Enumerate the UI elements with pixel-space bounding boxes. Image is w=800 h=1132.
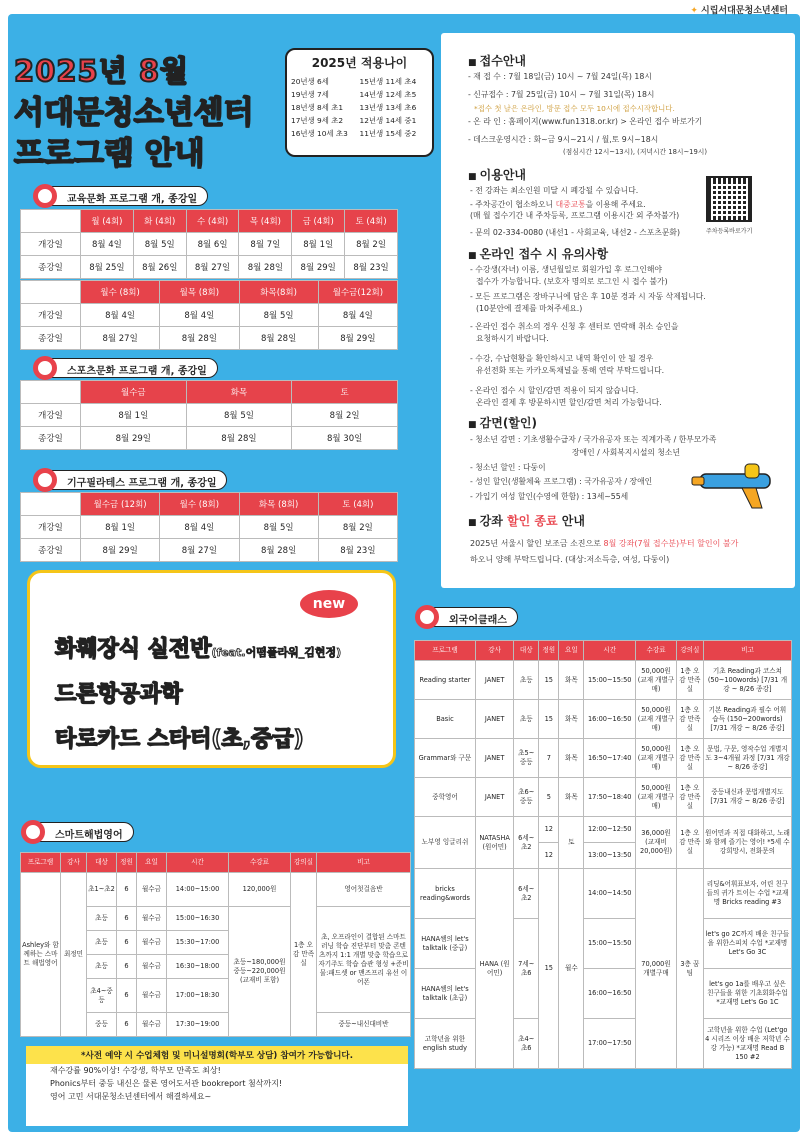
table-cell: 16:00~16:50	[584, 969, 636, 1019]
fee-cell: 초등~180,000원 중등~220,000원 (교재비 포함)	[229, 907, 291, 1037]
table-cell: JANET	[475, 661, 513, 700]
homepage-link[interactable]: - 온 라 인 : 홈페이지(www.fun1318.or.kr) > 온라인 접수 바로가기	[468, 117, 703, 126]
table-cell: Grammar와 구문	[415, 739, 476, 778]
note-cell: 초, 오프라인이 결합된 스마트 러닝 학습 진단부터 맞춤 콘텐츠까지 1:1 개별 맞춤 학습으로 자기주도 학습 습관 형성 +준비물:패드셋 or 맨즈프리 유선 이어폰	[317, 907, 411, 1013]
age-cell: 11년생 15세 중2	[359, 129, 417, 138]
discount-line: - 성인 할인(생활체육 프로그램) : 국가유공자 / 장애인	[470, 477, 653, 486]
online-line: 요청하시기 바랍니다.	[476, 334, 549, 343]
table-row	[415, 739, 792, 778]
note-cell: 영어첫걸음반	[317, 873, 411, 907]
discount-heading: ■ 감면(할인)	[468, 414, 537, 431]
table-row	[415, 919, 792, 969]
table-cell: 13:00~13:50	[584, 843, 636, 869]
date-cell: 8월 23일	[318, 539, 397, 562]
smart-label: 스마트해법영어	[26, 822, 134, 842]
table-cell: 화목	[559, 778, 584, 817]
table-row	[415, 869, 792, 919]
column-header: 시간	[584, 641, 636, 661]
table-cell: 월수금	[137, 907, 167, 931]
online-heading: ■ 온라인 접수 시 유의사항	[468, 245, 608, 262]
note-cell: 고학년을 위한 수업 (Let'go 4 시리즈 이상 배운 저학년 수강 가능) *교재명 Read B 150 #2	[703, 1019, 791, 1069]
column-header: 시간	[167, 853, 229, 873]
table-cell: 초등	[87, 931, 117, 955]
table-cell: 12:00~12:50	[584, 817, 636, 843]
column-header: 요일	[559, 641, 584, 661]
discount-line: - 청소년 할인 : 다둥이	[470, 463, 546, 472]
table-cell: JANET	[475, 739, 513, 778]
column-header: 화목(8회)	[239, 281, 318, 304]
program-cell: 고학년을 위한 english study	[415, 1019, 476, 1069]
date-cell: 8월 2일	[318, 516, 397, 539]
date-cell: 8월 4일	[160, 304, 239, 327]
date-cell: 8월 4일	[318, 304, 397, 327]
table-row	[415, 700, 792, 739]
note-cell: 중등~내신대비반	[317, 1013, 411, 1037]
usage-line: - 전 강좌는 최소인원 미달 시 폐강될 수 있습니다.	[470, 186, 639, 195]
table-cell: 15	[539, 869, 559, 1069]
discount-line: - 가입기 여성 할인(수영에 한함) : 13세~55세	[470, 492, 629, 501]
program-cell: HANA쌤의 let's talktalk (중급)	[415, 919, 476, 969]
age-cell: 15년생 11세 초4	[359, 77, 417, 86]
table-cell: 초5~중등	[514, 739, 539, 778]
column-header: 목 (4회)	[239, 210, 292, 233]
column-header: 비고	[703, 641, 791, 661]
table-cell: 6	[117, 907, 137, 931]
date-cell: 8월 2일	[345, 233, 398, 256]
edu-table	[20, 209, 398, 279]
age-cell: 17년생 9세 초2	[291, 116, 344, 125]
fee-cell: 70,000원 개별구매	[636, 869, 677, 1069]
table-cell: 15:00~15:50	[584, 661, 636, 700]
end-line: 2025년 서울시 할인 보조금 소진으로 8월 강좌(7월 접수분)부터 할인이 불가	[470, 539, 739, 548]
center-logo: ✦ 시립서대문청소년센터	[690, 6, 788, 16]
table-cell: 15	[539, 700, 559, 739]
table-cell: 5	[539, 778, 559, 817]
discount-line: - 청소년 감면 : 기초생활수급자 / 국가유공자 또는 직계가족 / 한부모가족	[470, 435, 717, 444]
title-center: 서대문청소년센터	[14, 95, 254, 131]
column-header: 정원	[539, 641, 559, 661]
lifebuoy-icon	[33, 468, 57, 492]
online-line: - 수강, 수납현황을 확인하시고 내역 확인이 안 될 경우	[470, 354, 654, 363]
online-line: 유선전화 또는 카카오톡채널을 통해 연락 부탁드립니다.	[476, 366, 665, 375]
lifebuoy-icon	[33, 356, 57, 380]
date-cell: 8월 28일	[239, 256, 292, 279]
sport-table	[20, 380, 398, 450]
table-cell: 50,000원 (교재 개별구매)	[636, 661, 677, 700]
age-cell: 18년생 8세 초1	[291, 103, 344, 112]
date-cell: 8월 28일	[239, 327, 318, 350]
online-line: - 온라인 접수 취소의 경우 신청 후 센터로 연락해 취소 승인을	[470, 322, 679, 331]
table-cell: 50,000원 (교재 개별구매)	[636, 778, 677, 817]
discount-line: 장애인 / 사회복지시설의 청소년	[572, 448, 680, 457]
online-line: - 수강생(자녀) 이름, 생년월일로 회원가입 후 로그인해야	[470, 265, 662, 274]
room-cell: 3층 꿈팀	[676, 869, 703, 1069]
teacher-cell: 최정민	[61, 873, 87, 1037]
row-label: 종강일	[21, 327, 81, 350]
room-cell: 1층 오감 만족실	[676, 817, 703, 869]
date-cell: 8월 26일	[133, 256, 186, 279]
qr-code-icon[interactable]	[706, 176, 752, 222]
edu-label: 교육문화 프로그램 개, 종강일	[38, 186, 208, 206]
table-cell: 1층 오감 만족실	[676, 700, 703, 739]
program-cell: 노부영 잉글리쉬	[415, 817, 476, 869]
lifebuoy-icon	[33, 184, 57, 208]
note-cell: 리딩&어휘표보자, 어린 친구들의 귀가 트이는 수업 *교재명 Bricks reading #3	[703, 869, 791, 919]
column-header: 강의실	[291, 853, 317, 873]
row-label: 개강일	[21, 304, 81, 327]
date-cell: 8월 29일	[318, 327, 397, 350]
date-cell: 8월 29일	[81, 427, 187, 450]
row-label: 종강일	[21, 539, 81, 562]
column-header: 월수금	[81, 381, 187, 404]
date-cell: 8월 6일	[186, 233, 239, 256]
table-cell: 초등	[514, 700, 539, 739]
table-cell: 월수금	[137, 873, 167, 907]
table-row	[415, 817, 792, 843]
online-line: (10분안에 결제를 마쳐주세요.)	[476, 304, 583, 313]
program-cell: HANA쌤의 let's talktalk (초급)	[415, 969, 476, 1019]
new-program-item[interactable]: 화훼장식 실전반(feat.어떰플라워_김현정)	[55, 637, 342, 662]
reception-line: - 신규접수 : 7월 25일(금) 10시 ~ 7월 31일(목) 18시	[468, 90, 655, 99]
water-gun-icon	[690, 462, 780, 512]
date-cell: 8월 4일	[81, 304, 160, 327]
age-cell: 16년생 10세 초3	[291, 129, 348, 138]
table-cell: 중학영어	[415, 778, 476, 817]
qr-caption: 주차등록바로가기	[706, 228, 753, 235]
column-header: 토 (4회)	[318, 493, 397, 516]
usage-line: - 문의 02-334-0080 (내선1 - 사회교육, 내선2 - 스포츠문화)	[470, 228, 680, 237]
date-cell: 8월 29일	[292, 256, 345, 279]
smart-note-line: 재수강률 90%이상! 수강생, 학부모 만족도 최상!	[50, 1066, 221, 1075]
smart-note-line: Phonics부터 중등 내신은 물론 영어도서관 bookreport 첨삭까지!	[50, 1079, 283, 1088]
column-header: 수 (4회)	[186, 210, 239, 233]
table-cell: 6	[117, 955, 137, 979]
table-cell: 17:00~18:30	[167, 979, 229, 1013]
table-cell: 토	[559, 817, 584, 869]
age-row	[291, 101, 428, 114]
end-line: 하오니 양해 부탁드립니다. (대상:저소득층, 여성, 다둥이)	[470, 555, 670, 564]
reception-heading: ■ 접수안내	[468, 52, 526, 69]
table-cell: Basic	[415, 700, 476, 739]
table-cell: 50,000원 (교재 개별구매)	[636, 700, 677, 739]
column-header: 프로그램	[415, 641, 476, 661]
table-row	[21, 873, 411, 907]
fee-cell: 120,000원	[229, 873, 291, 907]
usage-line: - 주차공간이 협소하오니 대중교통을 이용해 주세요.	[470, 200, 646, 209]
age-cell: 12년생 14세 중1	[359, 116, 417, 125]
date-cell: 8월 27일	[160, 539, 239, 562]
table-cell: 중등	[87, 1013, 117, 1037]
date-cell: 8월 5일	[133, 233, 186, 256]
table-cell: 14:00~15:00	[167, 873, 229, 907]
lifebuoy-icon	[21, 820, 45, 844]
table-cell: 월수금	[137, 979, 167, 1013]
foreign-table	[414, 640, 792, 1069]
smart-note-line: 영어 고민 서대문청소년센터에서 해결하세요~	[50, 1092, 212, 1101]
date-cell: 8월 30일	[292, 427, 398, 450]
column-header: 정원	[117, 853, 137, 873]
column-header: 월목 (8회)	[160, 281, 239, 304]
table-cell: 초6~중등	[514, 778, 539, 817]
table-cell: 7세~초6	[514, 919, 539, 1019]
date-cell: 8월 27일	[81, 327, 160, 350]
age-row	[291, 127, 428, 140]
teacher-cell: NATASHA (원어민)	[475, 817, 513, 869]
table-cell: 6세~초2	[514, 869, 539, 919]
title-month: 2025년 8월	[14, 54, 190, 88]
table-cell: 6	[117, 873, 137, 907]
date-cell: 8월 5일	[239, 304, 318, 327]
header-row	[415, 641, 792, 661]
column-header: 화목 (8회)	[239, 493, 318, 516]
date-cell: 8월 4일	[81, 233, 134, 256]
column-header: 강의실	[676, 641, 703, 661]
age-row	[291, 75, 428, 88]
table-cell: 초1~초2	[87, 873, 117, 907]
row-label: 종강일	[21, 256, 81, 279]
table-cell: 월수금	[137, 1013, 167, 1037]
column-header: 비고	[317, 853, 411, 873]
table-cell: 17:50~18:40	[584, 778, 636, 817]
age-cell: 20년생 6세	[291, 77, 329, 86]
table-row	[415, 969, 792, 1019]
date-cell: 8월 28일	[186, 427, 292, 450]
note-cell: let's go 2C까지 배운 친구들을 위한스피치 수업 *교재명 Let's Go 3C	[703, 919, 791, 969]
table-cell: 16:00~16:50	[584, 700, 636, 739]
end-heading: ■ 강좌 할인 종료 안내	[468, 512, 585, 529]
program-cell: Ashley와 함께하는 스마트 해법영어	[21, 873, 61, 1037]
usage-heading: ■ 이용안내	[468, 166, 526, 183]
column-header: 대상	[514, 641, 539, 661]
table-cell: 월수금	[137, 931, 167, 955]
table-row	[415, 1019, 792, 1069]
date-cell: 8월 1일	[81, 516, 160, 539]
table-cell: 50,000원 (교재 개별구매)	[636, 739, 677, 778]
sport-label: 스포츠문화 프로그램 개, 종강일	[38, 358, 218, 378]
new-program-item[interactable]: 타로카드 스타터(초,중급)	[55, 727, 304, 752]
date-cell: 8월 25일	[81, 256, 134, 279]
column-header: 월수금 (12회)	[81, 493, 160, 516]
row-label: 종강일	[21, 427, 81, 450]
table-cell: 12	[539, 817, 559, 843]
table-cell: JANET	[475, 778, 513, 817]
new-badge: new	[300, 590, 358, 618]
table-cell: 6세~초2	[514, 817, 539, 869]
column-header: 프로그램	[21, 853, 61, 873]
table-cell: 16:30~18:00	[167, 955, 229, 979]
date-cell: 8월 4일	[160, 516, 239, 539]
table-cell: 중등내신과 문법개별지도 [7/31 개강 ~ 8/26 종강]	[703, 778, 791, 817]
column-header: 토	[292, 381, 398, 404]
table-row	[415, 661, 792, 700]
table-cell: 초등	[514, 661, 539, 700]
room-cell: 1층 오감 만족실	[291, 873, 317, 1037]
column-header: 강사	[61, 853, 87, 873]
date-cell: 8월 2일	[292, 404, 398, 427]
table-cell: 1층 오감 만족실	[676, 739, 703, 778]
smart-table	[20, 852, 411, 1037]
table-cell: Reading starter	[415, 661, 476, 700]
column-header: 토 (4회)	[345, 210, 398, 233]
date-cell: 8월 5일	[186, 404, 292, 427]
row-label: 개강일	[21, 404, 81, 427]
reception-line: - 재 접 수 : 7월 18일(금) 10시 ~ 7월 24일(목) 18시	[468, 72, 652, 81]
foreign-label: 외국어클래스	[420, 607, 518, 627]
table-cell: 15:00~15:50	[584, 919, 636, 969]
column-header: 월 (4회)	[81, 210, 134, 233]
table-row	[415, 778, 792, 817]
title-program: 프로그램 안내	[14, 136, 205, 172]
table-cell: 15:30~17:00	[167, 931, 229, 955]
table-cell: 16:50~17:40	[584, 739, 636, 778]
date-cell: 8월 23일	[345, 256, 398, 279]
age-row	[291, 88, 428, 101]
column-header: 월수금(12회)	[318, 281, 397, 304]
date-cell: 8월 1일	[81, 404, 187, 427]
table-cell: 17:00~17:50	[584, 1019, 636, 1069]
table-cell: 1층 오감 만족실	[676, 661, 703, 700]
table-cell: JANET	[475, 700, 513, 739]
smart-note-highlight: *사전 예약 시 수업체험 및 미니설명회(학부모 상담) 참여가 가능합니다.	[26, 1046, 408, 1064]
age-table	[285, 48, 434, 157]
row-label: 개강일	[21, 516, 81, 539]
table-cell: 화목	[559, 661, 584, 700]
row-label: 개강일	[21, 233, 81, 256]
date-cell: 8월 29일	[81, 539, 160, 562]
table-cell: 초등	[87, 955, 117, 979]
date-cell: 8월 5일	[239, 516, 318, 539]
online-line: - 모든 프로그램은 장바구니에 담은 후 10분 경과 시 자동 삭제됩니다.	[470, 292, 706, 301]
table-cell: 12	[539, 843, 559, 869]
age-cell: 14년생 12세 초5	[359, 90, 417, 99]
column-header: 화 (4회)	[133, 210, 186, 233]
column-header: 금 (4회)	[292, 210, 345, 233]
age-cell: 13년생 13세 초6	[359, 103, 417, 112]
table-cell: 6	[117, 979, 137, 1013]
pilates-table	[20, 492, 398, 562]
column-header: 강사	[475, 641, 513, 661]
header-row	[21, 853, 411, 873]
lifebuoy-icon	[415, 605, 439, 629]
table-cell: 월수	[559, 869, 584, 1069]
table-cell: 화목	[559, 739, 584, 778]
column-header: 월수 (8회)	[81, 281, 160, 304]
table-cell: 7	[539, 739, 559, 778]
online-line: - 온라인 접수 시 할인/감면 적용이 되지 않습니다.	[470, 386, 639, 395]
table-cell: 초4~초6	[514, 1019, 539, 1069]
date-cell: 8월 28일	[239, 539, 318, 562]
date-cell: 8월 7일	[239, 233, 292, 256]
fee-cell: 36,000원 (교재비 20,000원)	[636, 817, 677, 869]
online-line: 온라인 결제 후 방문하시면 할인/감면 처리 가능합니다.	[476, 398, 662, 407]
table-cell: 초등	[87, 907, 117, 931]
table-cell: 14:00~14:50	[584, 869, 636, 919]
age-row	[291, 114, 428, 127]
date-cell: 8월 28일	[160, 327, 239, 350]
table-cell: 기초 Reading과 코스쳐 (50~100words) [7/31 개강 ~ 8/26 종강]	[703, 661, 791, 700]
date-cell: 8월 1일	[292, 233, 345, 256]
table-cell: 기본 Reading과 필수 어휘 습득 (150~200words) [7/31 개강 ~ 8/26 종강]	[703, 700, 791, 739]
column-header: 수강료	[229, 853, 291, 873]
date-cell: 8월 27일	[186, 256, 239, 279]
table-cell: 1층 오감 만족실	[676, 778, 703, 817]
pilates-label: 기구필라테스 프로그램 개, 종강일	[38, 470, 227, 490]
reception-line: - 데스크운영시간 : 화~금 9시~21시 / 월,토 9시~18시	[468, 135, 659, 144]
column-header: 요일	[137, 853, 167, 873]
reception-note: *접수 첫 날은 온라인, 방문 접수 모두 10시에 접수시작합니다.	[474, 104, 675, 113]
table-cell: 화목	[559, 700, 584, 739]
teacher-cell: HANA (원어민)	[475, 869, 513, 1069]
reception-line: (점심시간 12시~13시), (저녁시간 18시~19시)	[563, 148, 708, 156]
note-cell: let's go 1a를 배우고 싶은 친구들을 위한 기초회화수업 *교재명 Let's Go 1C	[703, 969, 791, 1019]
table-cell: 15:00~16:30	[167, 907, 229, 931]
age-cell: 19년생 7세	[291, 90, 329, 99]
column-header: 대상	[87, 853, 117, 873]
table-cell: 17:30~19:00	[167, 1013, 229, 1037]
usage-line: (매 월 접수기간 내 주차등록, 프로그램 이용시간 외 주차불가)	[470, 211, 680, 220]
column-header: 화목	[186, 381, 292, 404]
note-cell: 원어민과 직접 대화하고, 노래와 함께 즐기는 영어! *5세 수강희망시, 전화문의	[703, 817, 791, 869]
table-cell: 초4~중등	[87, 979, 117, 1013]
smart-note	[26, 1046, 408, 1126]
table-cell: 월수금	[137, 955, 167, 979]
column-header: 월수 (8회)	[160, 493, 239, 516]
table-cell: 6	[117, 931, 137, 955]
new-program-item[interactable]: 드론항공과학	[55, 682, 183, 707]
table-cell: 6	[117, 1013, 137, 1037]
program-cell: bricks reading&words	[415, 869, 476, 919]
edu-table-2	[20, 280, 398, 350]
online-line: 접수가 가능합니다. (보호자 명의로 로그인 시 접수 불가)	[476, 277, 668, 286]
table-cell: 15	[539, 661, 559, 700]
column-header: 수강료	[636, 641, 677, 661]
table-cell: 문법, 구문, 영작수업 개별지도 3~4개월 과정 [7/31 개강 ~ 8/26 종강]	[703, 739, 791, 778]
age-heading: 2025년 적용나이	[311, 56, 408, 70]
